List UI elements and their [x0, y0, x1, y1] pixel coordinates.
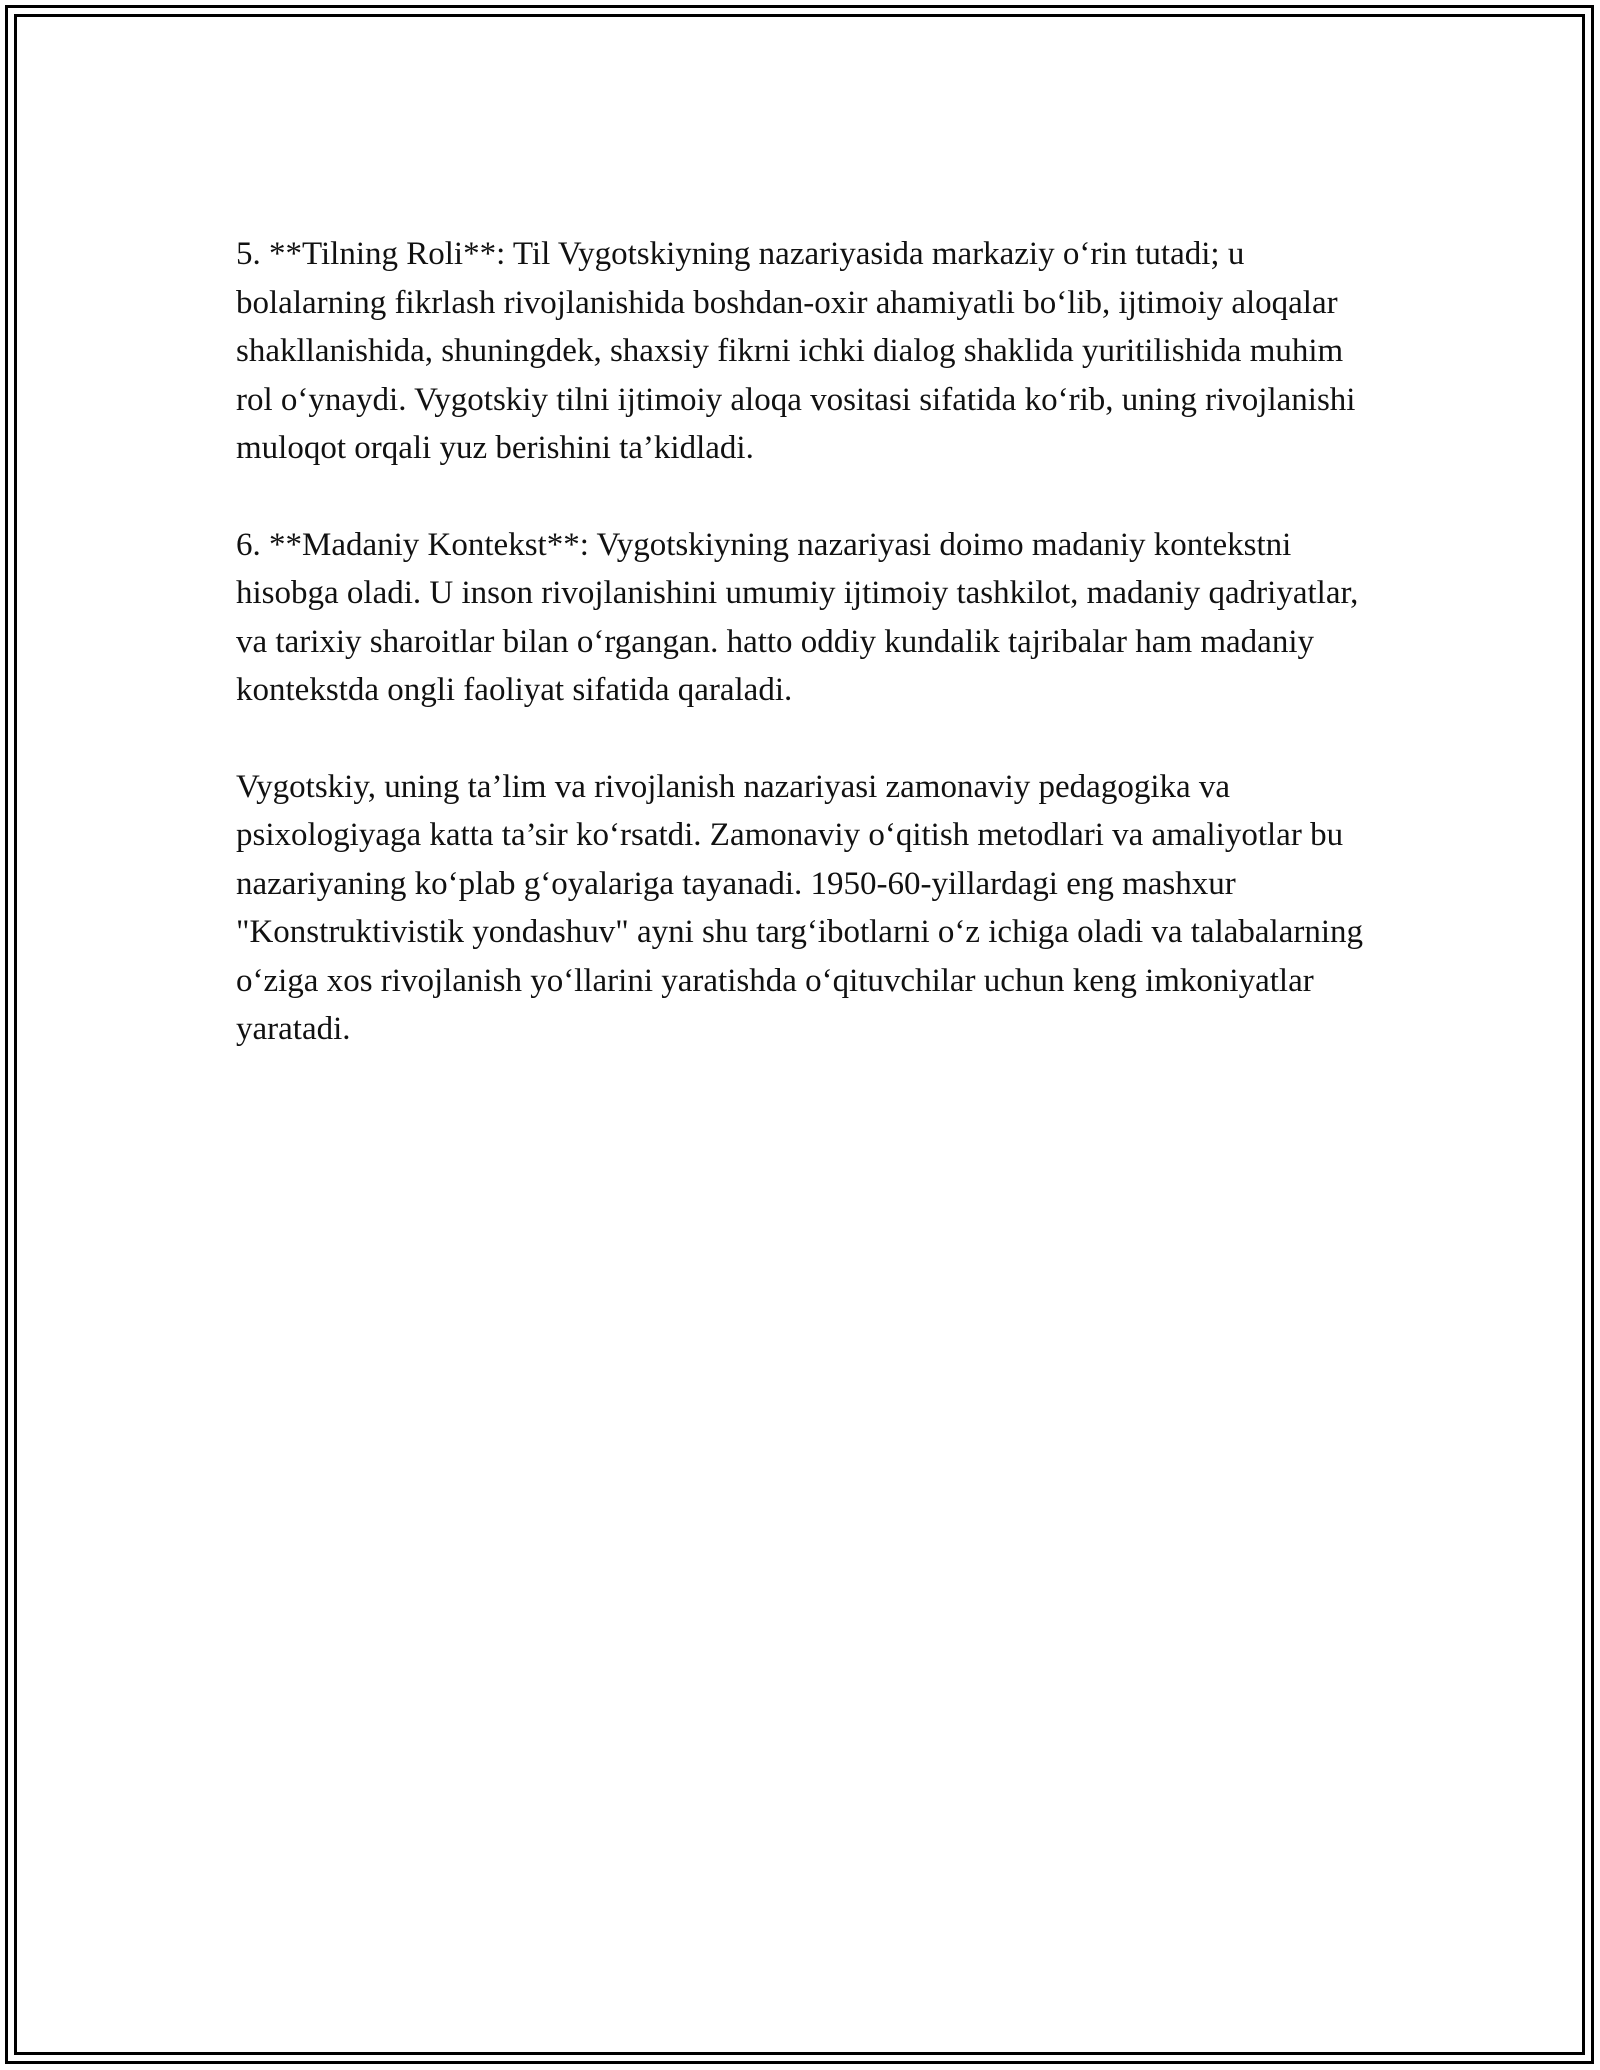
document-body	[236, 230, 1376, 1102]
paragraph-language-role: 5. **Tilning Roli**: Til Vygotskiyning nazariyasida markaziy o‘rin tutadi; u bolalarning fikrlash rivojlanishida boshdan-oxir ahamiyatli bo‘lib, ijtimoiy aloqalar shakllanishida, shuningdek, shaxsiy fikrni ichki dialog shaklida yuritilishida muhim rol o‘ynaydi. Vygotskiy tilni ijtimoiy aloqa vositasi sifatida ko‘rib, uning rivojlanishi muloqot orqali yuz berishini ta’kidladi.	[236, 236, 1356, 466]
paragraph-cultural-context: 6. **Madaniy Kontekst**: Vygotskiyning nazariyasi doimo madaniy kontekstni hisobga oladi. U inson rivojlanishini umumiy ijtimoiy tashkilot, madaniy qadriyatlar, va tarixiy sharoitlar bilan o‘rgangan. hatto oddiy kundalik tajribalar ham madaniy kontekstda ongli faoliyat sifatida qaraladi.	[236, 526, 1359, 708]
paragraph-conclusion: Vygotskiy, uning ta’lim va rivojlanish nazariyasi zamonaviy pedagogika va psixologiyaga katta ta’sir ko‘rsatdi. Zamonaviy o‘qitish metodlari va amaliyotlar bu nazariyaning ko‘plab g‘oyalariga tayanadi. 1950-60-yillardagi eng mashxur "Konstruktivistik yondashuv" ayni shu targ‘ibotlarni o‘z ichiga oladi va talabalarning o‘ziga xos rivojlanish yo‘llarini yaratishda o‘qituvchilar uchun keng imkoniyatlar yaratadi.	[236, 768, 1364, 1047]
